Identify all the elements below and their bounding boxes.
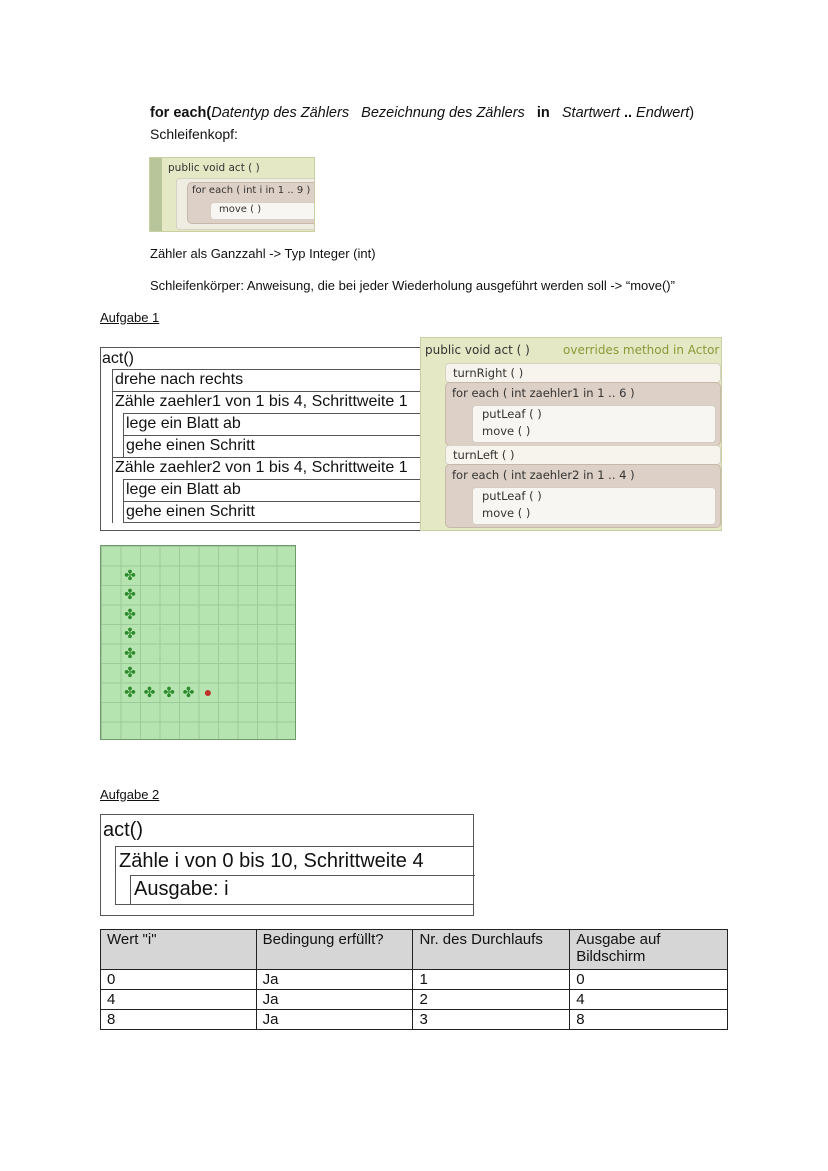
turn-left-block <box>445 445 721 465</box>
task1-title: Aufgabe 1 <box>100 310 160 325</box>
body-note: Schleifenkörper: Anweisung, die bei jeder Wiederholung ausgeführt werden soll -> “move()” <box>150 278 675 293</box>
cell-wert: 8 <box>101 1010 257 1030</box>
leaf-icon: ✤ <box>124 566 136 583</box>
struct-loop2-move: gehe einen Schritt <box>123 501 421 523</box>
greenfoot-world <box>100 545 296 740</box>
overrides-note: overrides method in Actor <box>563 343 720 357</box>
move-call-2: move ( ) <box>482 506 531 520</box>
cell-bedingung: Ja <box>256 970 413 990</box>
struct2-act: act() <box>103 819 143 841</box>
struct-loop1-leaf: lege ein Blatt ab <box>123 413 421 435</box>
syntax-in: in <box>536 105 550 121</box>
move-call-1: move ( ) <box>482 424 531 438</box>
cell-durchlauf: 1 <box>413 970 570 990</box>
cell-wert: 0 <box>101 970 257 990</box>
leaf-icon: ✤ <box>124 586 136 602</box>
struct2-output: Ausgabe: i <box>134 878 229 900</box>
for-each-zaehler2-header: for each ( int zaehler2 in 1 .. 4 ) <box>452 468 635 482</box>
for-each-zaehler1 <box>445 382 721 446</box>
table-row <box>101 1010 728 1030</box>
syntax-dots: .. <box>623 105 632 121</box>
cell-bedingung: Ja <box>256 990 413 1010</box>
put-leaf-call-1: putLeaf ( ) <box>482 407 542 421</box>
struct-loop2: Zähle zaehler2 von 1 bis 4, Schrittweite 1 <box>112 457 421 479</box>
table-header-row <box>101 930 728 970</box>
method-body <box>176 178 315 230</box>
cell-ausgabe: 0 <box>570 970 728 990</box>
syntax-end: Endwert <box>636 105 690 121</box>
syntax-name: Bezeichnung des Zählers <box>361 105 525 121</box>
for-each-zaehler1-header: for each ( int zaehler1 in 1 .. 6 ) <box>452 386 635 400</box>
leaf-icon: ✤ <box>124 664 136 680</box>
struct-turn-right: drehe nach rechts <box>112 369 421 391</box>
cell-durchlauf: 3 <box>413 1010 570 1030</box>
loop-syntax-line <box>150 104 694 122</box>
col-header-bedingung: Bedingung erfüllt? <box>256 930 413 970</box>
struct-loop2-leaf: lege ein Blatt ab <box>123 479 421 501</box>
turn-right-block <box>445 363 721 383</box>
struct-loop1-move: gehe einen Schritt <box>123 435 421 457</box>
turn-right-call: turnRight ( ) <box>453 366 524 380</box>
editor-margin <box>150 158 162 231</box>
turn-left-call: turnLeft ( ) <box>453 448 515 462</box>
leaf-icon: ✤ <box>124 644 136 661</box>
task2-title: Aufgabe 2 <box>100 787 160 802</box>
col-header-durchlauf: Nr. des Durchlaufs <box>413 930 570 970</box>
method-header: public void act ( ) <box>168 162 260 174</box>
table-row <box>101 970 728 990</box>
code-screenshot-task1 <box>420 337 722 531</box>
cell-durchlauf: 2 <box>413 990 570 1010</box>
struct2-loop-label: Zähle i von 0 bis 10, Schrittweite 4 <box>119 850 424 872</box>
leaf-icon: ✤ <box>124 605 136 622</box>
counter-note: Zähler als Ganzzahl -> Typ Integer (int) <box>150 246 376 261</box>
code-screenshot-small <box>149 157 315 232</box>
syntax-close: ) <box>689 105 695 121</box>
syntax-keyword: for each( <box>150 105 212 121</box>
col-header-wert: Wert "i" <box>101 930 257 970</box>
put-leaf-call-2: putLeaf ( ) <box>482 489 542 503</box>
struktogram-1 <box>100 347 420 531</box>
act-header <box>425 343 530 357</box>
syntax-type: Datentyp des Zählers <box>211 105 350 121</box>
loop-body <box>210 202 315 220</box>
trace-table <box>100 929 728 1030</box>
for-each-block <box>187 182 315 224</box>
loop1-body <box>472 405 716 443</box>
struct-act: act() <box>102 350 134 367</box>
ladybug-icon: ● <box>203 683 213 700</box>
loop1-bar <box>112 413 124 457</box>
col-header-ausgabe: Ausgabe auf Bildschirm <box>570 930 728 970</box>
move-call: move ( ) <box>219 204 262 215</box>
act-signature: public void act ( ) <box>425 343 530 357</box>
cell-wert: 4 <box>101 990 257 1010</box>
for-each-header: for each ( int i in 1 .. 9 ) <box>192 185 311 196</box>
struct2-output-row <box>130 875 475 904</box>
cell-bedingung: Ja <box>256 1010 413 1030</box>
struct2-loop <box>115 846 474 905</box>
leaf-icon: ✤ <box>143 683 156 700</box>
loop2-body <box>472 487 716 525</box>
syntax-start: Startwert <box>561 105 620 121</box>
table-row <box>101 990 728 1010</box>
leaf-icon: ✤ <box>182 683 195 700</box>
leaf-icon: ✤ <box>124 625 136 641</box>
label-schleifenkopf: Schleifenkopf: <box>150 126 238 142</box>
cell-ausgabe: 4 <box>570 990 728 1010</box>
leaf-icon: ✤ <box>163 683 175 700</box>
struct-loop1: Zähle zaehler1 von 1 bis 4, Schrittweite 1 <box>112 391 421 413</box>
loop2-bar <box>112 479 124 523</box>
for-each-zaehler2 <box>445 464 721 528</box>
struktogram-2 <box>100 814 474 916</box>
cell-ausgabe: 8 <box>570 1010 728 1030</box>
leaf-icon: ✤ <box>124 683 136 700</box>
